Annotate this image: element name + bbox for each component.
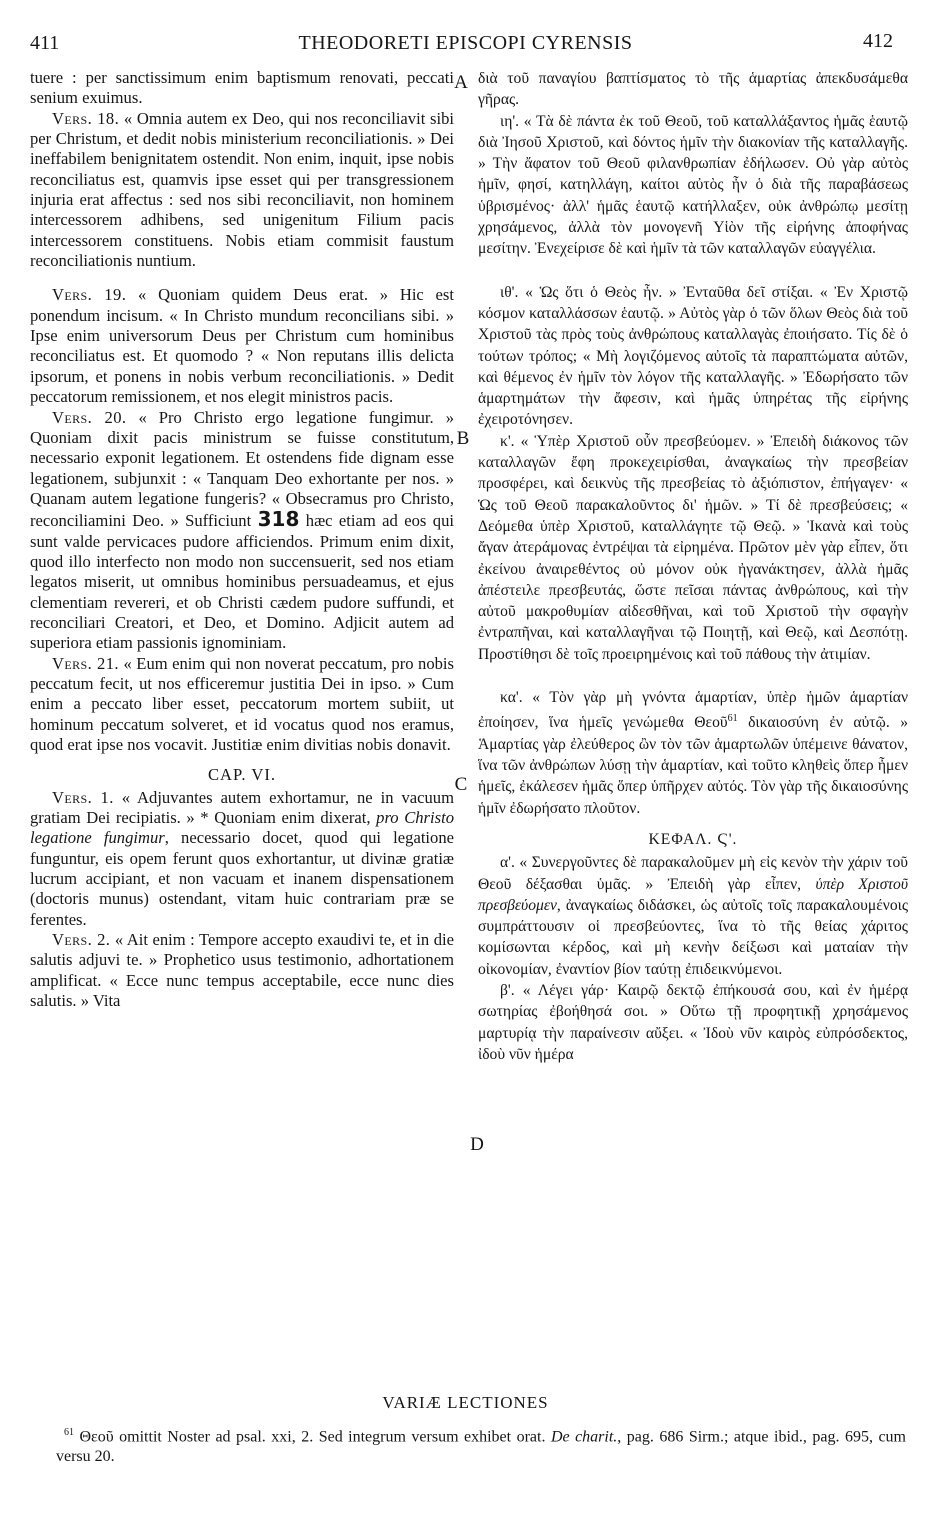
italic-citation: pro Christo legatione fungimur [30,808,454,848]
verse-text: « Pro Christo ergo legatione fungimur. » Quoniam dixit pacis ministrum se fuisse constitutum, necessario exponit legationem. Et ostendens fide dignam esse legationem, subjunxit : « Tanquam Deo exhortante per nos. » Quanam autem legatione fungeris? « Obsecramus pro Christo, reconciliamini Deo. » Sufficiunt [30,407,454,531]
note-text: , pag. 686 Sirm.; atque ibid., pag. 695, cum versu 20. [56,1428,906,1466]
greek-verse-20: κ'. « Ὑπὲρ Χριστοῦ οὖν πρεσβεύομεν. » Ἐπειδὴ διάκονος τῶν καταλλαγῶν ἔφη προκεχειρίσθαι, ἀναγκαίως τὴν πρεσβείαν προσφέρει, καὶ δεικνὺς τῆς πρεσβείας τὸ ἀξιόπιστον, ἐπήγαγεν· « Ὡς τοῦ Θεοῦ παρακαλοῦντος δι' ἡμῶν. » Τί δὲ πρεσβεύσεις; « Δεόμεθα ὑπὲρ Χριστοῦ, καταλλάγητε τῷ Θεῷ. » Ἱκανὰ καὶ τοὺς ἄγαν ἀτεράμονας ἐντρέψαι τὰ εἰρημένα. Πρῶτον μὲν γὰρ εἶπεν, ὅτι ἐκείνου ἀναιρεθέντος οὐ μόνον οὐκ ἠγανάκτησεν, ἀλλὰ ἡμᾶς ἀπέστειλε πρεσβευτάς, ὥστε πεῖσαι πάντας ἀνθρώπους, καὶ τὴν αὐτοῦ μακροθυμίαν αἰδεσθῆναι, καὶ τοῦ Χριστοῦ τὴν σφαγὴν ἐντραπῆναι, καὶ καταλλαγῆναι τῷ Ποιητῇ, καὶ Θεῷ, καὶ Δεσπότῃ. Προστίθησι δὲ τοῖς προειρημένοις καὶ τοῦ πάθους τὴν ἀτιμίαν. [478,432,908,663]
footnote-ref: 61 [727,713,738,725]
verse-text: « Eum enim qui non noverat peccatum, pro nobis peccatum fecit, ut nos efficeremur justitia Dei in ipso. » Cum enim a peccato liber esset, peccatorum mortem subiit, ut hominum peccatum solveret, et id vocatus quod nos eramus, quod erat ipse nos vocavit. Justitiæ enim divitias nobis donavit. [30,653,454,754]
latin-verse-18 [30,109,454,272]
greek-verse-21 [478,687,908,819]
margin-marker-d: D [470,1134,484,1155]
verse-label: Vers. 1. [52,787,114,807]
latin-chapter-heading: CAP. VI. [207,765,277,785]
italic-title: De charit. [550,1428,618,1446]
latin-verse-21 [30,654,454,756]
greek-chapter-verse-2: β'. « Λέγει γάρ· Καιρῷ δεκτῷ ἐπήκουσά σου, καὶ ἐν ἡμέρᾳ σωτηρίας ἐβοήθησά σοι. » Οὕτω τῇ προφητικῇ χρησάμενος μαρτυρίᾳ τὴν παραίνεσιν αὔξει. « Ἰδοὺ νῦν καιρὸς εὐπρόσδεκτος, ἰδοὺ νῦν ἡμέρα [478,982,908,1063]
verse-label: Vers. 20. [52,407,127,427]
verse-text: , ἀναγκαίως διδάσκει, ὡς αὐτοῖς τοῖς παρακαλουμένοις συμπράττουσιν οἱ πρεσβεύοντες, ἵνα τὸ τῆς θείας χάριτος κομίσωνται κέρδος, καὶ μὴ κενὴν δείξωσι καὶ ματαίαν τὴν οἰκονομίαν, ἐναντίον βίον ταύτῃ ἐπιδεικνύμενοι. [478,896,908,978]
note-text: Θεοῦ omittit Noster ad psal. xxi, 2. Sed integrum versum exhibet orat. [74,1428,551,1446]
verse-text: α'. « Συνεργοῦντες δὲ παρακαλοῦμεν μὴ εἰς κενὸν τὴν χάριν τοῦ Θεοῦ δέξασθαι ὑμᾶς. » Ἐπειδὴ γὰρ εἶπεν, [478,854,908,893]
running-title: THEODORETI EPISCOPI CYRENSIS [298,32,633,54]
variae-lectiones-title: VARIÆ LECTIONES [382,1393,549,1412]
running-header [0,28,931,62]
verse-text: « Ait enim : Tempore accepto exaudivi te, et in die salutis adjuvi te. » Prophetico usus testimonio, adhortationem amplificat. « Ecce nunc tempus acceptabile, ecce nunc dies salutis. » Vita [30,930,454,1011]
verse-text: κα'. « Τὸν γὰρ μὴ γνόντα ἁμαρτίαν, ὑπὲρ ἡμῶν ἁμαρτίαν ἐποίησεν, ἵνα ἡμεῖς γενώμεθα Θεοῦ [478,689,908,732]
greek-chapter-verse-1 [478,852,908,980]
verse-text: hæc etiam ad eos qui sunt valde pervicaces pudore afficiendos. Primum enim dixit, quod illo interfecto non modo non succensuerit, sed nos etiam legatos miserit, ut omnibus hominibus persuadeamus, et ejus clementiam revereri, et ob Christi cædem pudore suffundi, et reconciliari Creatori, et Deo, et Domino. Adjicit autem ad superiora etiam passionis ignominiam. [30,511,454,653]
margin-marker-b: B [456,428,470,449]
verse-text: , necessario docet, quod qui legatione funguntur, eis opem ferunt quos exhortantur, ut divinæ gratiæ lucrum accipiant, et non vacuam et inanem dispensationem (doctoris munus) ostendant, vitam huic contrariam præ se ferentes. [30,828,454,929]
column-number: 318 [257,507,300,532]
page-number-left: 411 [30,32,60,54]
footnote-number: 61 [64,1427,74,1438]
greek-verse-19: ιθ'. « Ὡς ὅτι ὁ Θεὸς ἦν. » Ἐνταῦθα δεῖ στίξαι. « Ἐν Χριστῷ κόσμον καταλλάσσων ἑαυτῷ. » Αὐτὸς γὰρ ὁ τῶν ὅλων Θεὸς διὰ τοῦ Χριστοῦ τὰς πρὸς τοὺς ἀνθρώπους καταλλαγὰς ἐποιήσατο. Τίς δὲ ὁ τούτων τρόπος; « Μὴ λογιζόμενος αὐτοῖς τὰ παραπτώματα αὐτῶν, καὶ θέμενος ἐν ἡμῖν τὸν λόγον τῆς καταλλαγῆς. » Ἐδωρήσατο τῶν ἁμαρτημάτων τὴν ἄφεσιν, καὶ ἡμᾶς ὑπηρέτας τῆς εἰρήνης ἐχειροτόνησεν. [478,283,908,429]
verse-text: « Quoniam quidem Deus erat. » Hic est ponendum incisum. « In Christo mundum reconcilians sibi. » Ipse enim universorum Deus per Christum cum hominibus reconciliatus est. Et quomodo ? « Non reputans illis delicta ipsorum, et ponens in nobis verbum reconciliationis. » Dedit peccatorum remissionem, et nos elegit ministros pacis. [30,285,454,407]
verse-text: δικαιοσύνη ἐν αὐτῷ. » Ἁμαρτίας γὰρ ἐλεύθερος ὢν τὸν τῶν ἁμαρτωλῶν ὑπέμεινε θάνατον, ἵνα τῶν ἀνθρώπων λύσῃ τὴν ἁμαρτίαν, καὶ τοῦτο κληθεὶς ὅπερ ἦμεν ἡμεῖς, ἐκάλεσεν ἡμᾶς ὅπερ ὑπῆρχεν αὐτός. Τὸν γὰρ τῆς δικαιοσύνης ἡμῖν ἐδωρήσατο πλοῦτον. [478,714,908,817]
verse-label: Vers. 19. [52,285,127,305]
verse-label: Vers. 18. [52,108,120,128]
greek-column [478,68,908,1065]
verse-text: « Adjuvantes autem exhortamur, ne in vacuum gratiam Dei recipiatis. » * Quoniam enim dixerat, [30,787,454,828]
verse-text: « Omnia autem ex Deo, qui nos reconciliavit sibi per Christum, et dedit nobis ministerium reconciliationis. » Dei ineffabilem benignitatem ostendit. Non enim, inquit, ipse nobis reconciliatus est, quamvis ipse esset qui per transgressionem injuria erat affectus : sed nos sibi reconciliavit, non hominem intercessorem adhibens, sed unigenitum Filium pacis intercessorem constituens. Nobis etiam commisit faustum reconciliationis nuntium. [30,108,454,271]
margin-marker-a: A [454,72,468,93]
greek-verse-18: ιη'. « Τὰ δὲ πάντα ἐκ τοῦ Θεοῦ, τοῦ καταλλάξαντος ἡμᾶς ἑαυτῷ διὰ Ἰησοῦ Χριστοῦ, καὶ δόντος ἡμῖν τὴν διακονίαν τῆς καταλλαγῆς. » Τὴν ἄφατον τοῦ Θεοῦ φιλανθρωπίαν ἐδήλωσεν. Οὐ γὰρ αὐτὸς ἡμῖν, φησί, κατηλλάγη, καίτοι αὐτὸς ἦν ὁ διὰ τῆς παραβάσεως ὑβρισμένος· ἀλλ' ἡμᾶς ἑαυτῷ κατήλλαξεν, οὐκ ἀνθρώπῳ μεσίτῃ χρησάμενος, ἀλλὰ τὸν μονογενῆ Υἱὸν τῆς εἰρήνης ἀποφήνας μεσίτην. Ἐνεχείρισε δὲ καὶ ἡμῖν τὰ τῶν καταλλαγῶν εὐαγγέλια. [478,112,908,258]
variae-lectiones-note [56,1423,906,1467]
page-number-right: 412 [863,30,893,52]
latin-verse-19 [30,285,454,407]
latin-chapter-verse-1 [30,788,454,930]
greek-paragraph-intro: διὰ τοῦ παναγίου βαπτίσματος τὸ τῆς ἁμαρτίας ἀπεκδυσάμεθα γῆρας. [478,70,908,109]
latin-verse-20 [30,408,454,654]
verse-label: Vers. 2. [52,930,111,950]
margin-marker-c: C [454,774,468,795]
greek-chapter-heading: ΚΕΦΑΛ. Ϛ'. [648,830,738,848]
verse-label: Vers. 21. [52,653,119,673]
italic-citation: ὑπὲρ Χριστοῦ πρεσβεύομεν [478,875,908,914]
latin-paragraph-intro: tuere : per sanctissimum enim baptismum renovati, peccati senium exuimus. [30,68,454,108]
latin-column [30,68,454,1011]
latin-chapter-verse-2 [30,930,454,1011]
